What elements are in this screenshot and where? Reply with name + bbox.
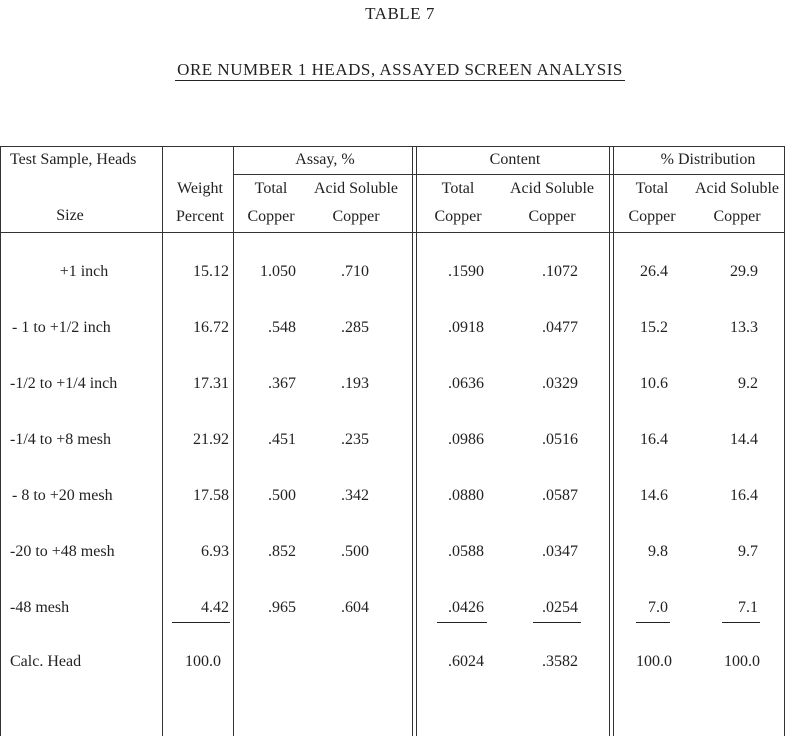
row-assay-acid: .710 [341,263,369,280]
header-content-total: Total [441,180,475,197]
row-weight: 16.72 [193,319,229,336]
header-content: Content [489,151,541,168]
row-size: -1/4 to +8 mesh [10,431,112,448]
row-content-acid: .0587 [542,487,578,504]
header-sample: Test Sample, Heads [10,151,137,168]
row-content-acid: .0516 [542,431,578,448]
row-dist-acid: 14.4 [730,431,758,448]
row-assay-acid: .193 [341,375,369,392]
row-size: -48 mesh [10,599,70,616]
row-assay-total: .500 [268,487,296,504]
header-assay-acid-copper: Copper [332,208,380,225]
header-size: Size [56,207,84,224]
table-label: TABLE 7 [365,4,435,23]
header-bottom-rule [0,232,784,233]
header-assay: Assay, % [295,151,355,168]
row-dist-total: 9.8 [648,543,668,560]
table-border-right [784,146,785,736]
row-assay-total: .852 [268,543,296,560]
header-weight: Weight [177,180,223,197]
row-size: +1 inch [59,263,109,280]
header-dist-acid-copper: Copper [713,208,761,225]
header-assay-total-copper: Copper [247,208,295,225]
header-assay-total: Total [254,180,288,197]
row-content-acid: .0254 [542,599,578,616]
row-assay-acid: .342 [341,487,369,504]
row-assay-total: .451 [268,431,296,448]
row-content-total: .1590 [448,263,484,280]
row-size: -1/2 to +1/4 inch [10,375,118,392]
row-size: - 1 to +1/2 inch [12,319,111,336]
col-divider-sample [162,146,163,736]
row-dist-acid: 29.9 [730,263,758,280]
row-dist-total: 16.4 [640,431,668,448]
header-dist-total-copper: Copper [628,208,676,225]
row-size: -20 to +48 mesh [10,543,115,560]
header-content-total-copper: Copper [434,208,482,225]
row-dist-acid: 9.7 [738,543,758,560]
row-content-total: .0918 [448,319,484,336]
header-content-acid: Acid Soluble [510,180,594,197]
row-content-total: .0636 [448,375,484,392]
row-assay-acid: .285 [341,319,369,336]
screen-analysis-table [0,146,800,736]
row-dist-acid: 16.4 [730,487,758,504]
row-assay-acid: .604 [341,599,369,616]
header-assay-acid: Acid Soluble [314,180,398,197]
header-content-acid-copper: Copper [528,208,576,225]
row-assay-total: 1.050 [260,263,296,280]
table-title [0,60,800,80]
row-dist-total: 26.4 [640,263,668,280]
calc-head-content-total: .6024 [448,653,484,670]
row-dist-total: 15.2 [640,319,668,336]
row-weight: 21.92 [193,431,229,448]
row-weight: 6.93 [201,543,229,560]
row-dist-total: 7.0 [648,599,668,616]
row-weight: 17.58 [193,487,229,504]
row-size: - 8 to +20 mesh [12,487,113,504]
table-border-left [0,146,1,736]
calc-head-dist-total: 100.0 [636,653,672,670]
row-content-acid: .0329 [542,375,578,392]
header-dist-total: Total [635,180,669,197]
row-assay-total: .548 [268,319,296,336]
row-assay-total: .965 [268,599,296,616]
row-dist-acid: 13.3 [730,319,758,336]
sum-rule-weight [172,622,230,623]
row-content-acid: .0347 [542,543,578,560]
col-divider-weight [233,146,234,736]
row-weight: 15.12 [193,263,229,280]
col-divider-content [609,146,614,736]
calc-head-label: Calc. Head [10,653,82,670]
calc-head-content-acid: .3582 [542,653,578,670]
row-dist-acid: 9.2 [738,375,758,392]
row-weight: 4.42 [201,599,229,616]
row-dist-acid: 7.1 [738,599,758,616]
row-dist-total: 14.6 [640,487,668,504]
sum-rule-dist-total [636,622,670,623]
table-title-text: ORE NUMBER 1 HEADS, ASSAYED SCREEN ANALYSIS [177,60,623,79]
col-divider-assay [412,146,417,736]
row-weight: 17.31 [193,375,229,392]
sum-rule-content-total [437,622,487,623]
row-content-total: .0426 [448,599,484,616]
group-header-rule [234,174,784,175]
sum-rule-content-acid [533,622,581,623]
row-assay-acid: .235 [341,431,369,448]
header-distribution: % Distribution [660,151,756,168]
row-content-total: .0588 [448,543,484,560]
table-border-top [0,146,784,147]
row-content-total: .0880 [448,487,484,504]
header-percent: Percent [176,208,224,225]
calc-head-weight: 100.0 [185,653,221,670]
header-dist-acid: Acid Soluble [695,180,779,197]
row-content-total: .0986 [448,431,484,448]
sum-rule-dist-acid [722,622,760,623]
row-dist-total: 10.6 [640,375,668,392]
row-content-acid: .1072 [542,263,578,280]
row-assay-acid: .500 [341,543,369,560]
row-assay-total: .367 [268,375,296,392]
row-content-acid: .0477 [542,319,578,336]
calc-head-dist-acid: 100.0 [724,653,760,670]
